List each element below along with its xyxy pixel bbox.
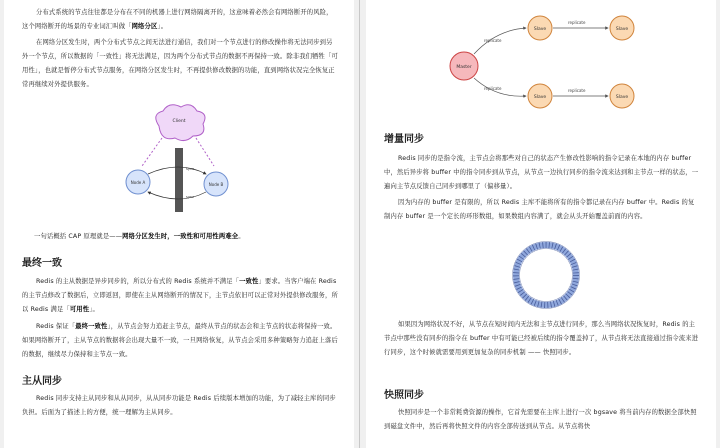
- replicate-label-3: replicate: [484, 86, 502, 91]
- left-page: [4, 0, 354, 448]
- svg-text:Slave: Slave: [615, 27, 629, 32]
- replicate-label-4: replicate: [568, 88, 586, 93]
- paragraph-snapshot-sync: 快照同步是一个非常耗费资源的操作，它首先需要在主库上进行一次 bgsave 将当前内存的数据全部快照到磁盘文件中，然后再将快照文件的内容全部传送到从节点。从节点将快: [384, 409, 697, 430]
- svg-text:Node A: Node A: [130, 180, 146, 185]
- heading-snapshot-sync: 快照同步: [384, 390, 424, 401]
- replication-diagram: [446, 8, 646, 114]
- heading-master-slave-sync: 主从同步: [22, 376, 62, 387]
- cap-summary: 一句话概括 CAP 原理就是——网络分区发生时，一致性和可用性两难全。: [34, 233, 245, 240]
- svg-text:Slave: Slave: [615, 95, 629, 100]
- paragraph-eventual-consistency: Redis 保证「最终一致性」，从节点会努力追赶主节点，最终从节点的状态会和主节点的状态将保持一致。如果网络断开了，主从节点的数据将会出现大量不一致，一旦网络恢复，从节点会采用多种策略努力追赶上落后的数据，继续尽力保持和主节点一致。: [22, 323, 338, 358]
- ring-buffer-diagram: [511, 240, 581, 310]
- partition-wall: [175, 148, 183, 212]
- paragraph-ring-buffer: 因为内存的 buffer 是有限的，所以 Redis 主库不能将所有的指令都记录在内存 buffer 中。Redis 的复制内存 buffer 是一个定长的环形数组，如果数组内容满了，就会从头开始覆盖前面的内容。: [384, 199, 695, 220]
- svg-text:Slave: Slave: [533, 27, 547, 32]
- heading-eventual-consistency: 最终一致: [22, 258, 62, 269]
- client-label: Client: [172, 119, 186, 124]
- paragraph-snapshot-needed: 如果因为网络状况不好，从节点在短时间内无法和主节点进行同步，那么当网络状况恢复时，Redis 的主节点中那些没有同步的指令在 buffer 中有可能已经被后续的指令覆盖掉了，从节点将无法直接通过指令流来进行同步，这个时候就需要用到更加复杂的同步机制 —— 快照同步。: [384, 321, 699, 356]
- replicate-label-1: replicate: [484, 38, 502, 43]
- sync-label-bottom: sync: [186, 195, 195, 199]
- page-divider: [359, 0, 360, 448]
- svg-text:Master: Master: [456, 65, 472, 70]
- cap-partition-diagram: [104, 104, 254, 214]
- svg-text:Slave: Slave: [533, 95, 547, 100]
- right-page: [366, 0, 716, 448]
- heading-incremental-sync: 增量同步: [384, 134, 424, 145]
- paragraph-async-replication: Redis 的主从数据是异步同步的，所以分布式的 Redis 系统并不满足「一致性」要求。当客户端在 Redis 的主节点修改了数据后，立即返回，即使在主从网络断开的情况下，主节点依旧可以正常对外提供修改服务，所以 Redis 满足「可用性」。: [22, 278, 338, 313]
- paragraph-master-slave-sync: Redis 同步支持主从同步和从从同步，从从同步功能是 Redis 后续版本增加的功能，为了减轻主库的同步负担。后面为了描述上的方便，统一理解为主从同步。: [22, 395, 336, 416]
- paragraph-command-stream: Redis 同步的是指令流，主节点会将那些对自己的状态产生修改性影响的指令记录在本地的内存 buffer 中，然后异步将 buffer 中的指令同步到从节点，从节点一边执行同步的指令流来达到和主节点一样的状态，一遍向主节点反馈自己同步到哪里了（偏移量）。: [384, 155, 699, 190]
- svg-text:Node B: Node B: [208, 182, 224, 187]
- sync-label-top: sync: [186, 167, 195, 171]
- paragraph-network-partition: 分布式系统的节点往往都是分布在不同的机器上进行网络隔离开的，这意味着必然会有网络断开的风险，这个网络断开的场景的专业词汇叫做「网络分区」。: [22, 9, 333, 30]
- replicate-label-2: replicate: [568, 20, 586, 25]
- paragraph-partition-consequence: 在网络分区发生时，两个分布式节点之间无法进行通信，我们对一个节点进行的修改操作将无法同步到另外一个节点，所以数据的「一致性」将无法满足，因为两个分布式节点的数据不再保持一致。除非我们牺牲「可用性」，也就是暂停分布式节点服务，在网络分区发生时，不再提供修改数据的功能，直到网络状况完全恢复正常再继续对外提供服务。: [22, 39, 338, 88]
